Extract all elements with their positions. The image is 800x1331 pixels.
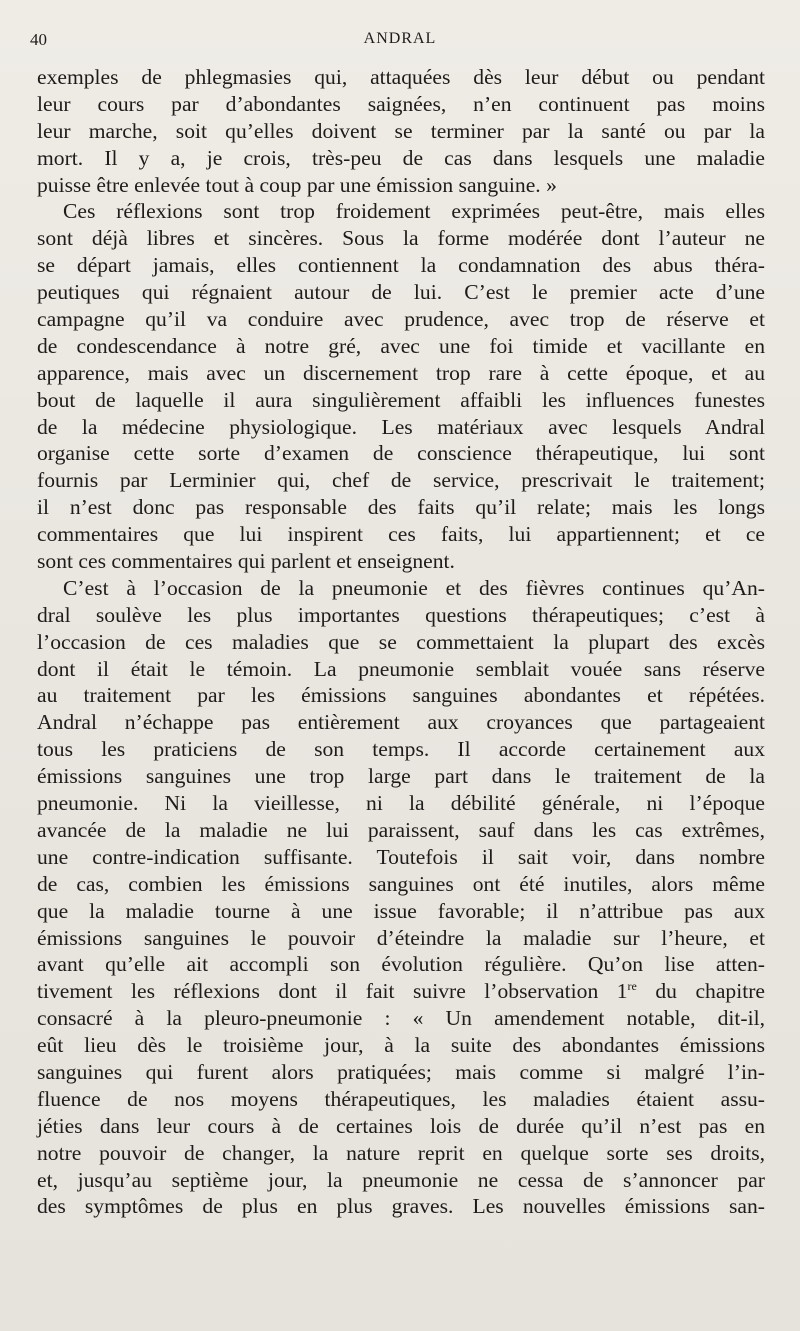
text-line: de cas, combien les émissions sanguines ont été inutiles, alors même (37, 871, 765, 896)
paragraph-start-line: Ces réflexions sont trop froidement exprimées peut-être, mais elles (63, 199, 765, 224)
text-segment: du chapitre (636, 979, 765, 1004)
text-line: émissions sanguines une trop large part dans le traitement de la (37, 764, 765, 789)
text-segment: tivement les réflexions dont il fait suivre l’observation 1 (37, 979, 628, 1004)
text-line: apparence, mais avec un discernement trop rare à cette époque, et au (37, 360, 765, 385)
text-line: campagne qu’il va conduire avec prudence, avec trop de réserve et (37, 307, 765, 332)
text-line: émissions sanguines le pouvoir d’éteindre la maladie sur l’heure, et (37, 925, 765, 950)
text-line: de condescendance à notre gré, avec une foi timide et vacillante en (37, 333, 765, 358)
text-line: tous les praticiens de son temps. Il accorde certainement aux (37, 737, 765, 762)
text-line: avant qu’elle ait accompli son évolution régulière. Qu’on lise atten- (37, 952, 765, 977)
paragraph-start-line: C’est à l’occasion de la pneumonie et des fièvres continues qu’An- (63, 575, 765, 600)
text-line: leur marche, soit qu’elles doivent se terminer par la santé ou par la (37, 118, 765, 143)
text-line: bout de laquelle il aura singulièrement affaibli les influences funestes (37, 387, 765, 412)
text-line: fournis par Lerminier qui, chef de service, prescrivait le traitement; (37, 468, 765, 493)
text-line: que la maladie tourne à une issue favorable; il n’attribue pas aux (37, 898, 765, 923)
text-line: mort. Il y a, je crois, très-peu de cas dans lesquels une maladie (37, 145, 765, 170)
text-line: pneumonie. Ni la vieillesse, ni la débilité générale, ni l’époque (37, 791, 765, 816)
text-line: se départ jamais, elles contiennent la condamnation des abus théra- (37, 253, 765, 278)
text-line: sont ces commentaires qui parlent et enseignent. (37, 549, 455, 574)
page-header (30, 30, 770, 56)
text-line: fluence de nos moyens thérapeutiques, les maladies étaient assu- (37, 1086, 765, 1111)
text-line: une contre-indication suffisante. Toutefois il sait voir, dans nombre (37, 844, 765, 869)
text-line: dral soulève les plus importantes questions thérapeutiques; c’est à (37, 602, 765, 627)
text-line: puisse être enlevée tout à coup par une émission sanguine. » (37, 172, 557, 197)
text-line: avancée de la maladie ne lui paraissent, sauf dans les cas extrêmes, (37, 817, 765, 842)
text-line: consacré à la pleuro-pneumonie : « Un amendement notable, dit-il, (37, 1006, 765, 1031)
text-line-with-superscript (37, 978, 765, 1005)
text-line: leur cours par d’abondantes saignées, n’en continuent pas moins (37, 91, 765, 116)
text-line: exemples de phlegmasies qui, attaquées dès leur début ou pendant (37, 65, 765, 89)
text-line: il n’est donc pas responsable des faits qu’il relate; mais les longs (37, 495, 765, 520)
running-title: ANDRAL (363, 30, 437, 47)
text-line: de la médecine physiologique. Les matériaux avec lesquels Andral (37, 414, 765, 439)
text-line: sanguines qui furent alors pratiquées; mais comme si malgré l’in- (37, 1059, 765, 1084)
text-line: jéties dans leur cours à de certaines lois de durée qu’il n’est pas en (37, 1113, 765, 1138)
text-line: notre pouvoir de changer, la nature reprit en quelque sorte ses droits, (37, 1140, 765, 1165)
text-line: organise cette sorte d’examen de conscience thérapeutique, lui sont (37, 441, 765, 466)
text-line: au traitement par les émissions sanguines abondantes et répétées. (37, 683, 765, 708)
text-line: des symptômes de plus en plus graves. Les nouvelles émissions san- (37, 1194, 765, 1219)
superscript-ordinal: re (627, 979, 637, 994)
text-line: Andral n’échappe pas entièrement aux croyances que partageaient (37, 710, 765, 735)
text-line: peutiques qui régnaient autour de lui. C’est le premier acte d’une (37, 280, 765, 305)
text-line: dont il était le témoin. La pneumonie semblait vouée sans réserve (37, 656, 765, 681)
page-number: 40 (30, 30, 47, 49)
body-text (37, 64, 765, 1220)
text-line: eût lieu dès le troisième jour, à la suite des abondantes émissions (37, 1033, 765, 1058)
text-line: et, jusqu’au septième jour, la pneumonie ne cessa de s’annoncer par (37, 1167, 765, 1192)
text-line: l’occasion de ces maladies que se commettaient la plupart des excès (37, 629, 765, 654)
text-line: commentaires que lui inspirent ces faits, lui appartiennent; et ce (37, 522, 765, 547)
text-line: sont déjà libres et sincères. Sous la forme modérée dont l’auteur ne (37, 226, 765, 251)
